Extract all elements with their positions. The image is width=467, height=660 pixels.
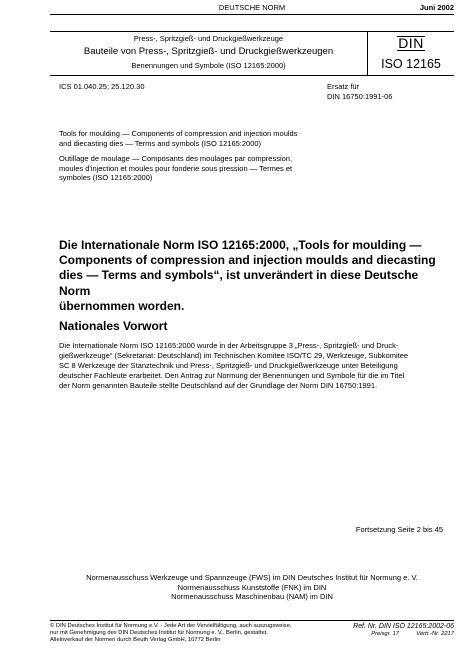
replacement-note (327, 82, 392, 101)
title-block-bottom-rule (50, 75, 454, 76)
price-and-sales-info (353, 631, 454, 638)
title-line-3: Benennungen und Symbole (ISO 12165:2000) (131, 61, 286, 70)
continuation-note: Fortsetzung Seite 2 bis 45 (355, 525, 443, 534)
standard-label: DEUTSCHE NORM (218, 3, 286, 12)
english-title (59, 129, 297, 148)
din-mark (368, 35, 454, 71)
adoption-statement (59, 238, 444, 314)
ics-code: ICS 01.040.25; 25.120.30 (59, 82, 145, 91)
footer-rule (50, 620, 454, 621)
committee-line: Normenausschuss Kunststoffe (FNK) im DIN (177, 582, 327, 592)
copyright-line: nur mit Genehmigung des DIN Deutsches Institut für Normung e. V., Berlin, gestattet. (50, 630, 268, 636)
replacement-standard: DIN 16750:1991-06 (327, 91, 393, 101)
committees (50, 573, 454, 602)
committee-line: Normenausschuss Maschinenbau (NAM) im DIN (171, 592, 333, 602)
header-rule (50, 14, 454, 15)
copyright-line: © DIN Deutsches Institut für Normung e.V. · Jede Art der Vervielfältigung, auch auszugsweise, (50, 623, 292, 629)
statement-line: Components of compression and injection moulds and diecasting (59, 253, 436, 268)
foreword-heading: Nationales Vorwort (59, 319, 168, 333)
french-title (59, 154, 292, 183)
reference-info (353, 623, 454, 638)
publication-date: Juni 2002 (419, 3, 454, 12)
title-line-1: Press-, Spritzgieß- und Druckgießwerkzeuge (133, 34, 284, 43)
copyright-line: Alleinverkauf der Normen durch Beuth Verlag GmbH, 10772 Berlin (50, 637, 221, 643)
english-title-line: Tools for moulding — Components of compression and injection moulds (59, 129, 298, 138)
foreword-line: der Norm genannten Bauteile stellte Deutschland auf der Grundlage der Norm DIN 16750:1991. (59, 381, 378, 390)
reference-number: Ref. Nr. DIN ISO 12165:2002-06 (353, 623, 454, 630)
english-title-line: and diecasting dies — Terms and symbols (ISO 12165:2000) (59, 138, 262, 148)
statement-line: Die Internationale Norm ISO 12165:2000, „Tools for moulding — (59, 238, 422, 252)
copyright-notice (50, 623, 340, 644)
french-title-line: symboles (ISO 12165:2000) (59, 173, 153, 183)
statement-line: übernommen worden. (59, 298, 185, 313)
title-block-titles (50, 32, 367, 70)
french-title-line: Outillage de moulage — Composants des moulages par compression, (59, 154, 293, 163)
price-group: Preisgr. 17 (371, 631, 400, 637)
committee-line: Normenausschuss Werkzeuge und Spannzeuge (FWS) im DIN Deutsches Institut für Normung e. V. (86, 573, 418, 582)
standard-number: ISO 12165 (381, 57, 441, 71)
replacement-label: Ersatz für (327, 82, 360, 91)
foreword-line: SC 8 Werkzeuge der Stanztechnik und Press-, Spritzgieß- und Druckgießwerkzeuge unter Beteiligung (59, 361, 398, 370)
foreword-line: Die Internationale Norm ISO 12165:2000 wurde in der Arbeitsgruppe 3 „Press-, Spritzgieß- und Druck- (59, 341, 399, 350)
document-header (50, 0, 454, 13)
foreword-line: gießwerkzeuge“ (Sekretariat: Deutschland) im Technischen Komitee ISO/TC 29, Werkzeuge, Subkomitee (59, 351, 409, 360)
title-line-2: Bauteile von Press-, Spritzgieß- und Druckgießwerkzeugen (83, 46, 334, 57)
sales-number: Vertr.-Nr. 2217 (416, 631, 454, 637)
foreword-line: deutscher Fachleute erarbeitet. Den Antrag zur Normung der Benennungen und Symbole für die im Titel (59, 371, 405, 380)
title-block (50, 32, 454, 75)
french-title-line: moules d'injection et moules pour fonderie sous pression — Termes et (59, 163, 293, 173)
statement-line: dies — Terms and symbols“, ist unverändert in diese Deutsche Norm (59, 268, 419, 298)
foreword-body (59, 341, 444, 391)
din-logo: DIN (398, 35, 424, 51)
